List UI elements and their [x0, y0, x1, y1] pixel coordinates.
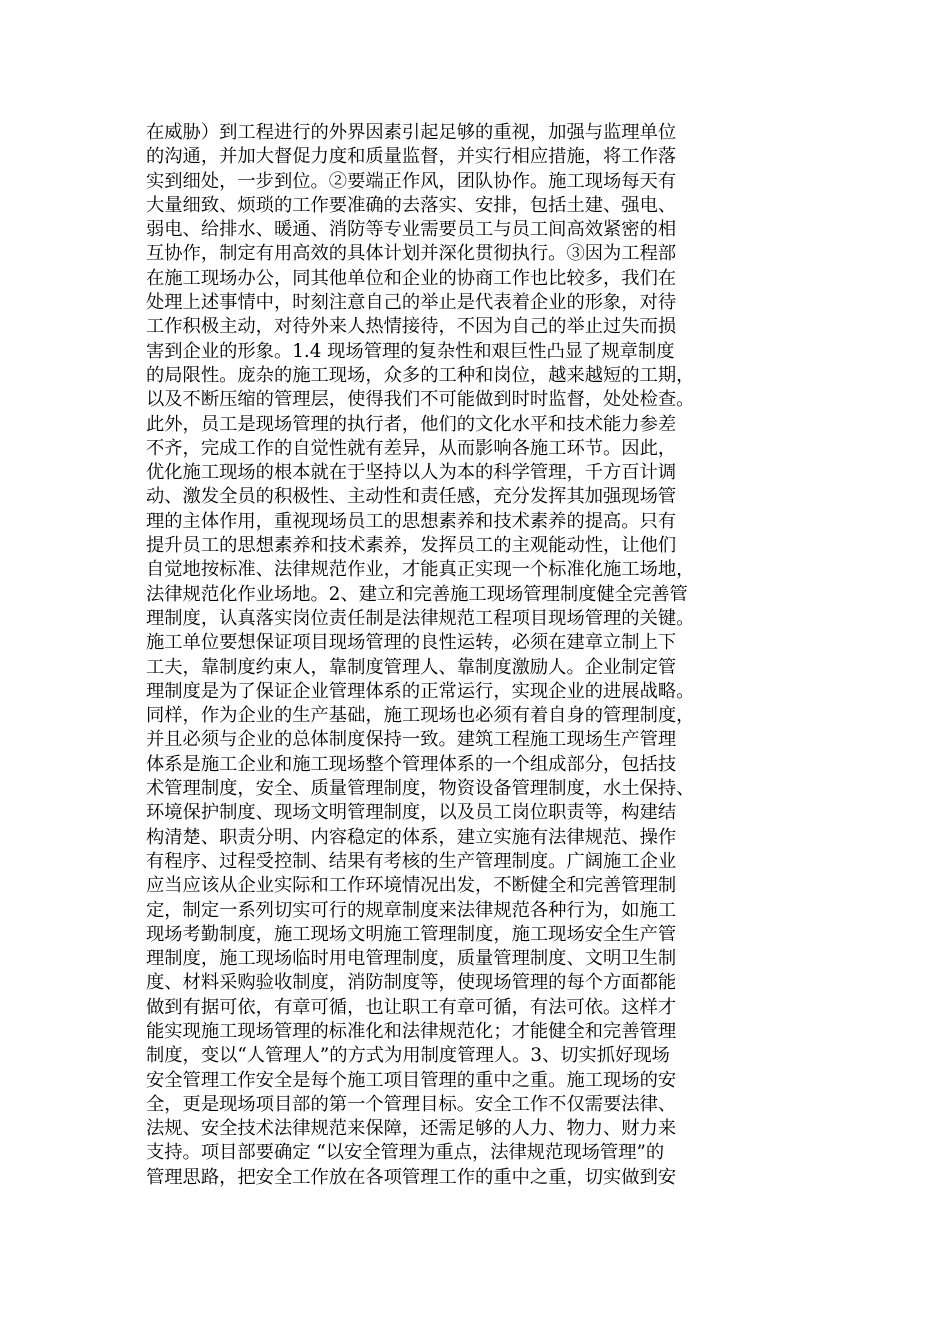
text-line: 的局限性。庞杂的施工现场，众多的工种和岗位，越来越短的工期，	[146, 364, 695, 386]
text-line: 弱电、给排水、暖通、消防等专业需要员工与员工间高效紧密的相	[146, 219, 677, 241]
text-line: 构清楚、职责分明、内容稳定的体系，建立实施有法律规范、操作	[146, 826, 677, 848]
text-line: 法律规范化作业场地。2、建立和完善施工现场管理制度健全完善管	[146, 583, 688, 605]
text-line: 施工单位要想保证项目现场管理的良性运转，必须在建章立制上下	[146, 632, 677, 654]
text-line: 以及不断压缩的管理层，使得我们不可能做到时时监督，处处检查。	[146, 389, 695, 411]
text-line: 工夫，靠制度约束人，靠制度管理人、靠制度激励人。企业制定管	[146, 656, 677, 678]
text-line: 制度，变以“人管理人”的方式为用制度管理人。3、切实抓好现场	[146, 1045, 670, 1067]
text-line: 害到企业的形象。1.4 现场管理的复杂性和艰巨性凸显了规章制度	[146, 340, 675, 362]
text-line: 法规、安全技术法律规范来保障，还需足够的人力、物力、财力来	[146, 1118, 677, 1140]
text-line: 管理思路，把安全工作放在各项管理工作的重中之重，切实做到安	[146, 1166, 677, 1188]
text-line: 并且必须与企业的总体制度保持一致。建筑工程施工现场生产管理	[146, 729, 677, 751]
text-line: 定，制定一系列切实可行的规章制度来法律规范各种行为，如施工	[146, 899, 677, 921]
text-line: 安全管理工作安全是每个施工项目管理的重中之重。施工现场的安	[146, 1069, 677, 1091]
text-line: 术管理制度，安全、质量管理制度，物资设备管理制度，水土保持、	[146, 778, 695, 800]
text-line: 工作积极主动，对待外来人热情接待，不因为自己的举止过失而损	[146, 316, 677, 338]
text-line: 理的主体作用，重视现场员工的思想素养和技术素养的提高。只有	[146, 510, 677, 532]
text-line: 动、激发全员的积极性、主动性和责任感，充分发挥其加强现场管	[146, 486, 677, 508]
text-line: 做到有据可依，有章可循，也让职工有章可循，有法可依。这样才	[146, 996, 677, 1018]
text-line: 实到细处，一步到位。②要端正作风，团队协作。施工现场每天有	[146, 170, 677, 192]
body-text	[146, 121, 816, 1190]
text-line: 处理上述事情中，时刻注意自己的举止是代表着企业的形象，对待	[146, 292, 677, 314]
text-line: 理制度是为了保证企业管理体系的正常运行，实现企业的进展战略。	[146, 680, 695, 702]
text-line: 支持。项目部要确定 “以安全管理为重点，法律规范现场管理”的	[146, 1142, 665, 1164]
text-line: 此外，员工是现场管理的执行者，他们的文化水平和技术能力参差	[146, 413, 677, 435]
text-line: 体系是施工企业和施工现场整个管理体系的一个组成部分，包括技	[146, 753, 677, 775]
text-line: 互协作，制定有用高效的具体计划并深化贯彻执行。③因为工程部	[146, 243, 677, 265]
text-line: 有程序、过程受控制、结果有考核的生产管理制度。广阔施工企业	[146, 850, 677, 872]
text-line: 现场考勤制度，施工现场文明施工管理制度，施工现场安全生产管	[146, 923, 677, 945]
text-line: 理制度，认真落实岗位责任制是法律规范工程项目现场管理的关键。	[146, 607, 695, 629]
text-line: 理制度，施工现场临时用电管理制度，质量管理制度、文明卫生制	[146, 948, 677, 970]
text-line: 不齐，完成工作的自觉性就有差异，从而影响各施工环节。因此，	[146, 437, 677, 459]
text-line: 环境保护制度、现场文明管理制度，以及员工岗位职责等，构建结	[146, 802, 677, 824]
text-line: 的沟通，并加大督促力度和质量监督，并实行相应措施，将工作落	[146, 146, 677, 168]
text-line: 在威胁）到工程进行的外界因素引起足够的重视，加强与监理单位	[146, 122, 677, 143]
text-line: 在施工现场办公，同其他单位和企业的协商工作也比较多，我们在	[146, 267, 677, 289]
text-line: 度、材料采购验收制度，消防制度等，使现场管理的每个方面都能	[146, 972, 677, 994]
text-line: 自觉地按标准、法律规范作业，才能真正实现一个标准化施工场地，	[146, 559, 695, 581]
text-line: 优化施工现场的根本就在于坚持以人为本的科学管理，千方百计调	[146, 462, 677, 484]
text-line: 提升员工的思想素养和技术素养，发挥员工的主观能动性，让他们	[146, 535, 677, 557]
text-line: 同样，作为企业的生产基础，施工现场也必须有着自身的管理制度，	[146, 705, 695, 727]
text-line: 应当应该从企业实际和工作环境情况出发，不断健全和完善管理制	[146, 875, 677, 897]
text-line: 全，更是现场项目部的第一个管理目标。安全工作不仅需要法律、	[146, 1093, 677, 1115]
text-line: 能实现施工现场管理的标准化和法律规范化；才能健全和完善管理	[146, 1020, 677, 1042]
text-line: 大量细致、烦琐的工作要准确的去落实、安排，包括土建、强电、	[146, 194, 677, 216]
